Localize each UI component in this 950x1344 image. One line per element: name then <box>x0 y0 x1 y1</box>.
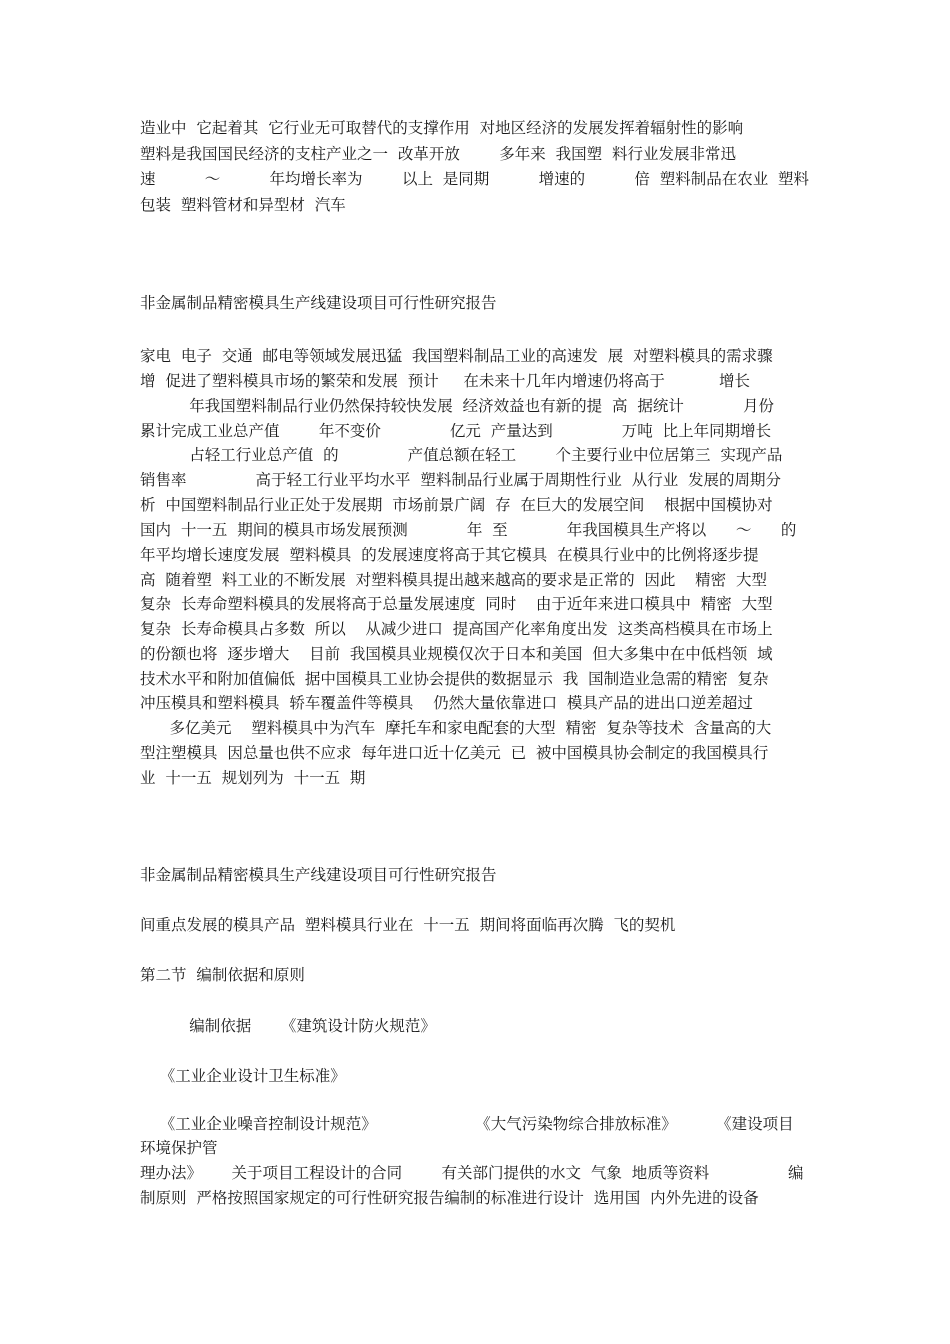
text-line: 制原则 严格按照国家规定的可行性研究报告编制的标准进行设计 选用国 内外先进的设备 <box>140 1189 759 1207</box>
text-line: 多亿美元 塑料模具中为汽车 摩托车和家电配套的大型 精密 复杂等技术 含量高的大 <box>140 719 772 737</box>
text-line: 冲压模具和塑料模具 轿车覆盖件等模具 仍然大量依靠进口 模具产品的进出口逆差超过 <box>140 694 753 712</box>
text-line: 业 十一五 规划列为 十一五 期 <box>140 769 366 787</box>
text-line: 《工业企业设计卫生标准》 <box>140 1067 346 1085</box>
text-line: 型注塑模具 因总量也供不应求 每年进口近十亿美元 已 被中国模具协会制定的我国模具行 <box>140 744 769 762</box>
text-line: 造业中 它起着其 它行业无可取替代的支撑作用 对地区经济的发展发挥着辐射性的影响 <box>140 119 744 137</box>
text-line: 环境保护管 <box>140 1139 218 1157</box>
page-heading: 非金属制品精密模具生产线建设项目可行性研究报告 <box>140 866 497 884</box>
text-line: 复杂 长寿命模具占多数 所以 从减少进口 提高国产化率角度出发 这类高档模具在市场上 <box>140 620 773 638</box>
text-line: 累计完成工业总产值 年不变价 亿元 产量达到 万吨 比上年同期增长 <box>140 422 772 440</box>
text-line: 复杂 长寿命塑料模具的发展将高于总量发展速度 同时 由于近年来进口模具中 精密 大型 <box>140 595 773 613</box>
text-line: 《工业企业噪音控制设计规范》 《大气污染物综合排放标准》 《建设项目 <box>140 1115 794 1133</box>
text-line: 年我国塑料制品行业仍然保持较快发展 经济效益也有新的提 高 据统计 月份 <box>140 397 774 415</box>
text-line: 占轻工行业总产值 的 产值总额在轻工 个主要行业中位居第三 实现产品 <box>140 446 783 464</box>
section-title: 第二节 编制依据和原则 <box>140 966 305 984</box>
text-line: 理办法》 关于项目工程设计的合同 有关部门提供的水文 气象 地质等资料 编 <box>140 1164 804 1182</box>
text-line: 国内 十一五 期间的模具市场发展预测 年 至 年我国模具生产将以 ～ 的 <box>140 521 797 539</box>
text-line: 的份额也将 逐步增大 目前 我国模具业规模仅次于日本和美国 但大多集中在中低档领 域 <box>140 645 773 663</box>
text-line: 技术水平和附加值偏低 据中国模具工业协会提供的数据显示 我 国制造业急需的精密 复杂 <box>140 670 769 688</box>
page-heading: 非金属制品精密模具生产线建设项目可行性研究报告 <box>140 294 497 312</box>
text-line: 速 ～ 年均增长率为 以上 是同期 增速的 倍 塑料制品在农业 塑料 <box>140 170 810 188</box>
text-line: 编制依据 《建筑设计防火规范》 <box>140 1017 436 1035</box>
text-line: 间重点发展的模具产品 塑料模具行业在 十一五 期间将面临再次腾 飞的契机 <box>140 916 676 934</box>
text-line: 增 促进了塑料模具市场的繁荣和发展 预计 在未来十几年内增速仍将高于 增长 <box>140 372 751 390</box>
text-line: 销售率 高于轻工行业平均水平 塑料制品行业属于周期性行业 从行业 发展的周期分 <box>140 471 782 489</box>
text-line: 高 随着塑 料工业的不断发展 对塑料模具提出越来越高的要求是正常的 因此 精密 大型 <box>140 571 767 589</box>
text-line: 塑料是我国国民经济的支柱产业之一 改革开放 多年来 我国塑 料行业发展非常迅 <box>140 145 736 163</box>
text-line: 年平均增长速度发展 塑料模具 的发展速度将高于其它模具 在模具行业中的比例将逐步提 <box>140 546 759 564</box>
text-line: 包装 塑料管材和异型材 汽车 <box>140 196 346 214</box>
text-line: 析 中国塑料制品行业正处于发展期 市场前景广阔 存 在巨大的发展空间 根据中国模协对 <box>140 496 773 514</box>
text-line: 家电 电子 交通 邮电等领域发展迅猛 我国塑料制品工业的高速发 展 对塑料模具的需求骤 <box>140 347 773 365</box>
